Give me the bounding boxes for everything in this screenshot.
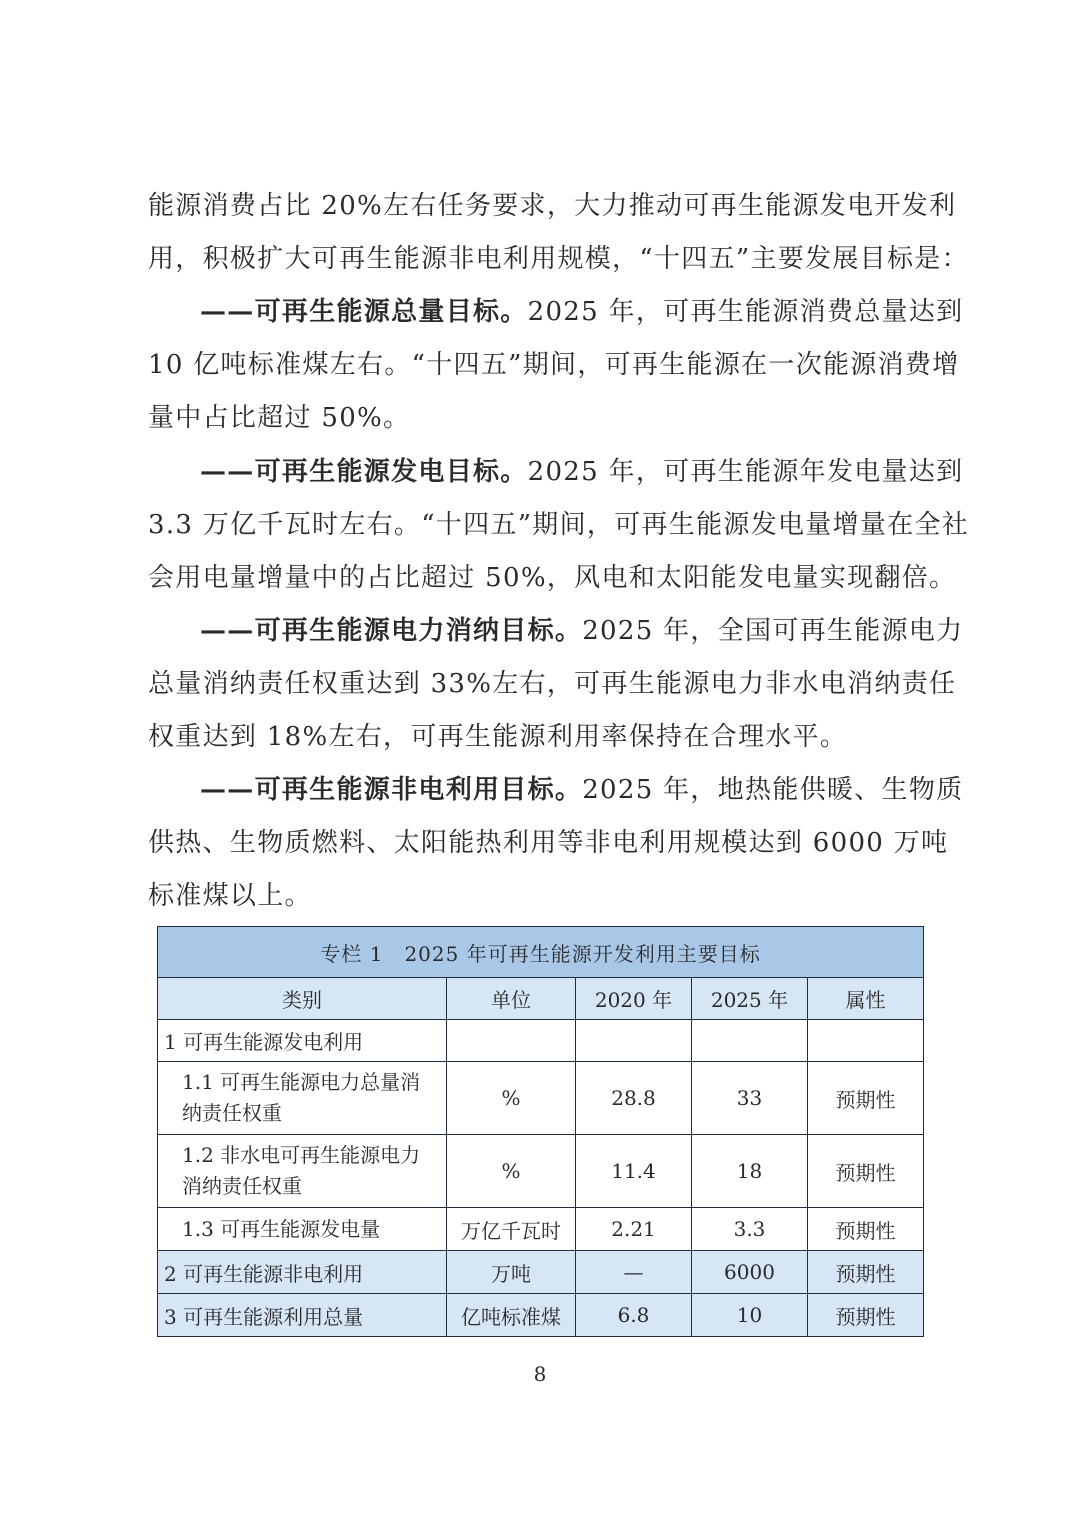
- unit-cell: 万亿千瓦时: [447, 1208, 576, 1251]
- unit-cell: [447, 1020, 576, 1062]
- category-cell: 1.2 非水电可再生能源电力消纳责任权重: [158, 1135, 447, 1208]
- goal-line: [200, 292, 964, 332]
- value-2020-cell: 2.21: [576, 1208, 692, 1251]
- goal-line: [200, 611, 964, 651]
- attribute-cell: 预期性: [808, 1208, 924, 1251]
- unit-cell: 亿吨标准煤: [447, 1294, 576, 1337]
- table-row: [158, 1062, 924, 1135]
- paragraph-line: 权重达到 18%左右，可再生能源利用率保持在合理水平。: [148, 722, 848, 752]
- paragraph-line: 会用电量增量中的占比超过 50%，风电和太阳能发电量实现翻倍。: [148, 563, 957, 593]
- paragraph-line: 3.3 万亿千瓦时左右。“十四五”期间，可再生能源发电量增量在全社: [148, 510, 970, 540]
- attribute-cell: 预期性: [808, 1062, 924, 1135]
- category-cell: 1 可再生能源发电利用: [158, 1020, 447, 1062]
- unit-cell: %: [447, 1062, 576, 1135]
- value-2020-cell: 28.8: [576, 1062, 692, 1135]
- column-header-attribute: 属性: [808, 978, 924, 1020]
- value-2025-cell: 3.3: [692, 1208, 808, 1251]
- unit-cell: 万吨: [447, 1251, 576, 1294]
- paragraph-line: 总量消纳责任权重达到 33%左右，可再生能源电力非水电消纳责任: [148, 669, 957, 699]
- table-row: [158, 1294, 924, 1337]
- paragraph-line: 供热、生物质燃料、太阳能热利用等非电利用规模达到 6000 万吨: [148, 828, 949, 858]
- value-2025-cell: 6000: [692, 1251, 808, 1294]
- goal-text: 2025 年，可再生能源消费总量达到: [527, 297, 964, 327]
- value-2020-cell: —: [576, 1251, 692, 1294]
- value-2025-cell: 33: [692, 1062, 808, 1135]
- goal-text: 2025 年，地热能供暖、生物质: [582, 775, 964, 805]
- category-cell: 2 可再生能源非电利用: [158, 1251, 447, 1294]
- paragraph-line: 用，积极扩大可再生能源非电利用规模，“十四五”主要发展目标是：: [148, 244, 969, 274]
- goal-heading: ——可再生能源非电利用目标。: [200, 775, 583, 805]
- table-row: [158, 1251, 924, 1294]
- paragraph-line: 量中占比超过 50%。: [148, 403, 411, 433]
- attribute-cell: 预期性: [808, 1251, 924, 1294]
- table-row: [158, 1020, 924, 1062]
- table-caption-row: [158, 927, 924, 978]
- targets-table: [157, 926, 924, 1337]
- goal-text: 2025 年，可再生能源年发电量达到: [527, 457, 964, 487]
- category-cell: 1.1 可再生能源电力总量消纳责任权重: [158, 1062, 447, 1135]
- column-header-2020: 2020 年: [576, 978, 692, 1020]
- goal-heading: ——可再生能源发电目标。: [200, 457, 528, 487]
- value-2020-cell: 6.8: [576, 1294, 692, 1337]
- goal-line: [200, 452, 964, 492]
- column-header-2025: 2025 年: [692, 978, 808, 1020]
- attribute-cell: [808, 1020, 924, 1062]
- table-header-row: [158, 978, 924, 1020]
- value-2020-cell: [576, 1020, 692, 1062]
- goal-heading: ——可再生能源电力消纳目标。: [200, 616, 583, 646]
- paragraph-line: 能源消费占比 20%左右任务要求，大力推动可再生能源发电开发利: [148, 191, 957, 221]
- category-cell: 3 可再生能源利用总量: [158, 1294, 447, 1337]
- goal-heading: ——可再生能源总量目标。: [200, 297, 528, 327]
- table-row: [158, 1135, 924, 1208]
- category-cell: 1.3 可再生能源发电量: [158, 1208, 447, 1251]
- value-2025-cell: 10: [692, 1294, 808, 1337]
- targets-table-box: [157, 926, 923, 1337]
- table-caption: 专栏 1 2025 年可再生能源开发利用主要目标: [158, 927, 924, 978]
- paragraph-line: 10 亿吨标准煤左右。“十四五”期间，可再生能源在一次能源消费增: [148, 350, 960, 380]
- value-2020-cell: 11.4: [576, 1135, 692, 1208]
- table-row: [158, 1208, 924, 1251]
- column-header-unit: 单位: [447, 978, 576, 1020]
- goal-line: [200, 770, 964, 810]
- column-header-category: 类别: [158, 978, 447, 1020]
- paragraph-line: 标准煤以上。: [148, 881, 312, 911]
- unit-cell: %: [447, 1135, 576, 1208]
- value-2025-cell: 18: [692, 1135, 808, 1208]
- attribute-cell: 预期性: [808, 1294, 924, 1337]
- value-2025-cell: [692, 1020, 808, 1062]
- attribute-cell: 预期性: [808, 1135, 924, 1208]
- goal-text: 2025 年，全国可再生能源电力: [582, 616, 964, 646]
- page-number: 8: [533, 1362, 547, 1386]
